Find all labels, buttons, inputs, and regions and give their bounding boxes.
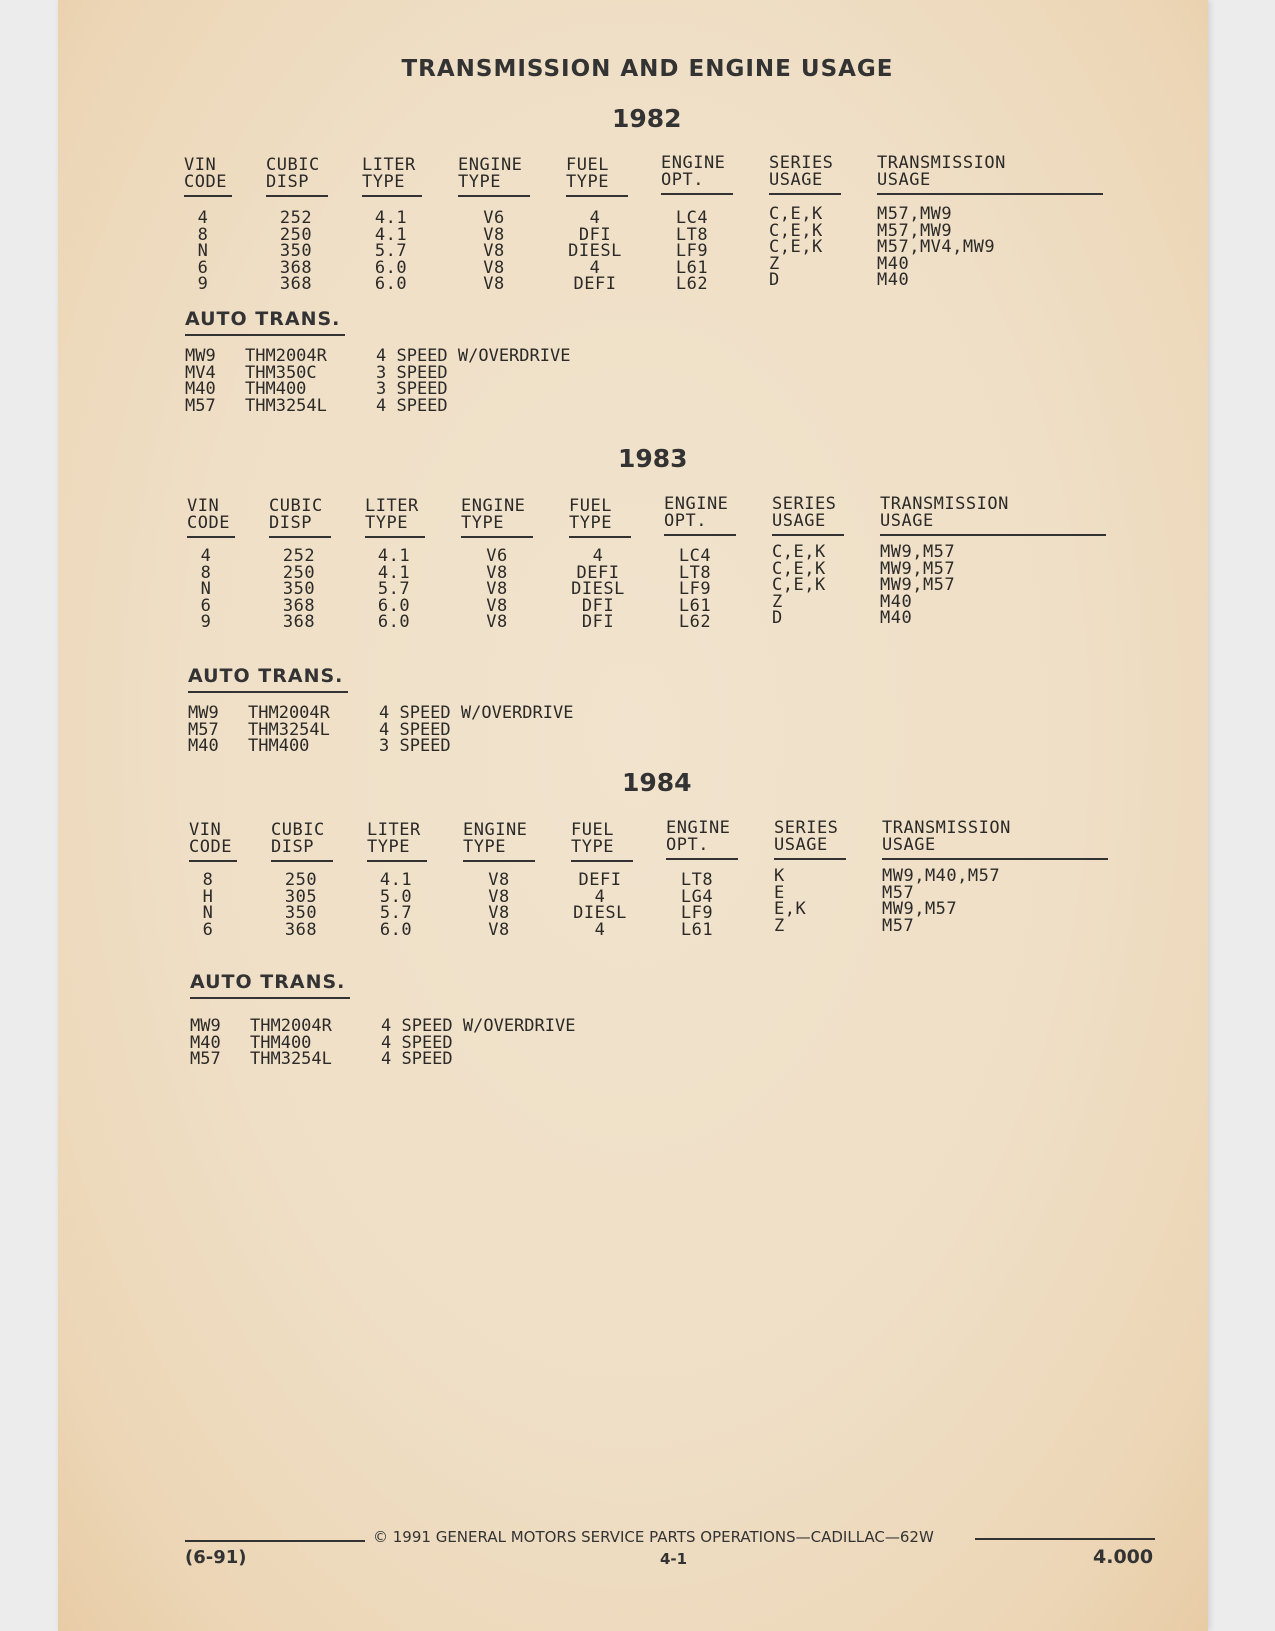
auto-trans-cell: THM2004R — [245, 346, 327, 366]
table-cell: DEFI — [576, 562, 620, 583]
table-cell: V8 — [483, 241, 505, 261]
table-cell: 4.1 — [377, 562, 411, 583]
column-header-liter — [367, 822, 421, 856]
table-cell: L61 — [680, 919, 714, 940]
table-cell: 6.0 — [377, 612, 411, 632]
table-cell: 8 — [202, 870, 214, 890]
table-cell: H — [202, 886, 214, 907]
table-cell: V8 — [483, 257, 505, 278]
auto-trans-cell: THM3254L — [245, 395, 327, 416]
table-cell: 4 — [594, 886, 606, 907]
header-line: OPT. — [666, 835, 709, 855]
table-cell: 252 — [282, 546, 316, 566]
table-cell: 5.7 — [379, 903, 413, 923]
auto-trans-cell: THM400 — [248, 736, 310, 756]
table-cell: 252 — [279, 208, 313, 228]
table-cell: LF9 — [675, 241, 709, 261]
table-cell: 368 — [279, 257, 313, 278]
table-cell: MW9,M57 — [880, 575, 956, 595]
table-cell: LG4 — [680, 886, 714, 907]
auto-trans-cell: MW9 — [190, 1016, 221, 1036]
table-cell: E,K — [774, 899, 807, 919]
table-cell: 6 — [197, 257, 209, 278]
header-underline — [362, 195, 422, 197]
table-cell: DFI — [581, 612, 615, 632]
year-heading: 1983 — [618, 444, 688, 473]
table-cell: DIESL — [573, 903, 627, 923]
table-cell: M40 — [877, 270, 910, 290]
table-cell: LT8 — [680, 870, 714, 890]
table-cell: LT8 — [678, 562, 712, 583]
table-cell: MW9,M57 — [880, 542, 956, 562]
header-line: ENGINE — [458, 155, 523, 175]
auto-trans-cell: MW9 — [188, 703, 219, 723]
header-line: ENGINE — [666, 818, 731, 838]
page-title: TRANSMISSION AND ENGINE USAGE — [401, 56, 894, 82]
auto-trans-cell: MW9 — [185, 346, 216, 366]
auto-trans-cell: M40 — [190, 1032, 221, 1053]
auto-trans-heading: AUTO TRANS. — [185, 308, 340, 330]
auto-trans-cell: M40 — [185, 379, 216, 399]
header-underline — [266, 195, 328, 197]
header-underline — [571, 860, 633, 862]
auto-trans-cell: 4 SPEED W/OVERDRIVE — [376, 346, 571, 366]
table-cell: 4 — [592, 546, 604, 566]
table-cell: LF9 — [680, 903, 714, 923]
table-cell: Z — [772, 591, 783, 612]
table-cell: V8 — [486, 595, 508, 616]
header-line: TYPE — [458, 172, 501, 192]
table-cell: 6.0 — [379, 919, 413, 940]
table-cell: MW9,M57 — [882, 899, 958, 919]
table-cell: C,E,K — [769, 220, 823, 241]
header-underline — [189, 860, 237, 862]
table-cell: LC4 — [678, 546, 712, 566]
footer-date-code: (6-91) — [185, 1547, 247, 1568]
footer-copyright: © 1991 GENERAL MOTORS SERVICE PARTS OPERATIONS—CADILLAC—62W — [373, 1528, 934, 1546]
header-underline — [661, 193, 733, 195]
header-line: CODE — [187, 513, 230, 533]
column-header-engine-type — [458, 157, 522, 191]
header-line: SERIES — [772, 494, 837, 514]
table-cell: C,E,K — [772, 542, 826, 562]
column-header-engine-type — [461, 498, 525, 532]
header-underline — [769, 193, 841, 195]
header-line: TYPE — [571, 837, 614, 857]
header-underline — [187, 536, 235, 538]
table-cell: M40 — [877, 253, 910, 274]
table-cell: C,E,K — [769, 204, 823, 224]
table-cell: M57 — [882, 915, 915, 936]
column-header-trans — [882, 820, 1011, 854]
table-cell: 6.0 — [374, 257, 408, 278]
table-cell: V8 — [483, 274, 505, 294]
auto-trans-cell: 4 SPEED — [379, 719, 451, 740]
table-cell: K — [774, 866, 785, 886]
table-cell: N — [197, 241, 209, 261]
column-header-vin — [184, 157, 227, 191]
table-cell: DEFI — [573, 274, 617, 294]
header-line: CUBIC — [269, 496, 323, 516]
column-header-engine-type — [463, 822, 527, 856]
header-line: CUBIC — [271, 820, 325, 840]
auto-trans-cell: 4 SPEED — [381, 1049, 453, 1069]
table-cell: Z — [769, 253, 780, 274]
table-cell: 4 — [200, 546, 212, 566]
footer-section-number: 4.000 — [1093, 1546, 1154, 1568]
column-header-trans — [880, 496, 1009, 530]
header-underline — [772, 534, 844, 536]
column-header-fuel — [571, 822, 614, 856]
header-line: OPT. — [664, 511, 707, 531]
auto-trans-cell: M57 — [190, 1049, 221, 1069]
table-cell: N — [200, 579, 212, 599]
table-cell: 305 — [284, 886, 318, 907]
column-header-liter — [365, 498, 419, 532]
auto-trans-cell: THM2004R — [248, 703, 330, 723]
footer-rule-right — [975, 1538, 1155, 1540]
auto-trans-underline — [185, 334, 345, 336]
header-underline — [365, 536, 425, 538]
auto-trans-cell: M57 — [188, 719, 219, 740]
column-header-vin — [189, 822, 232, 856]
table-cell: LC4 — [675, 208, 709, 228]
header-underline — [774, 858, 846, 860]
header-line: TRANSMISSION — [882, 818, 1011, 838]
table-cell: 6.0 — [377, 595, 411, 616]
table-cell: 4.1 — [377, 546, 411, 566]
table-cell: D — [769, 270, 780, 290]
table-cell: 350 — [282, 579, 316, 599]
header-line: LITER — [367, 820, 421, 840]
header-underline — [566, 195, 628, 197]
header-underline — [664, 534, 736, 536]
table-cell: 5.7 — [374, 241, 408, 261]
auto-trans-cell: 4 SPEED — [381, 1032, 453, 1053]
table-cell: 4 — [589, 208, 601, 228]
column-header-cubic — [266, 157, 320, 191]
year-heading: 1984 — [622, 768, 692, 797]
table-cell: M57 — [882, 882, 915, 903]
table-cell: C,E,K — [772, 558, 826, 579]
header-underline — [569, 536, 631, 538]
table-cell: 9 — [197, 274, 209, 294]
header-underline — [458, 195, 530, 197]
auto-trans-cell: THM400 — [250, 1032, 312, 1053]
table-cell: 4 — [589, 257, 601, 278]
year-heading: 1982 — [612, 104, 682, 133]
header-underline — [184, 195, 232, 197]
table-cell: LF9 — [678, 579, 712, 599]
auto-trans-cell: M40 — [188, 736, 219, 756]
table-cell: 368 — [282, 595, 316, 616]
table-cell: DIESL — [571, 579, 625, 599]
table-cell: C,E,K — [772, 575, 826, 595]
auto-trans-cell: 3 SPEED — [376, 379, 448, 399]
table-cell: 8 — [197, 224, 209, 245]
header-line: VIN — [189, 820, 222, 840]
header-underline — [882, 858, 1108, 860]
table-cell: 250 — [284, 870, 318, 890]
table-cell: V8 — [488, 886, 510, 907]
header-line: USAGE — [769, 170, 823, 190]
table-cell: DIESL — [568, 241, 622, 261]
table-cell: V8 — [488, 870, 510, 890]
table-cell: V6 — [483, 208, 505, 228]
footer-page-number: 4-1 — [660, 1550, 688, 1568]
table-cell: 250 — [279, 224, 313, 245]
column-header-series — [769, 155, 833, 189]
column-header-liter — [362, 157, 416, 191]
header-line: TYPE — [566, 172, 609, 192]
header-line: SERIES — [769, 153, 834, 173]
header-line: FUEL — [569, 496, 612, 516]
table-cell: M57,MV4,MW9 — [877, 237, 996, 257]
table-cell: MW9,M57 — [880, 558, 956, 579]
table-cell: V8 — [483, 224, 505, 245]
table-cell: 368 — [279, 274, 313, 294]
header-line: TYPE — [362, 172, 405, 192]
table-cell: 368 — [282, 612, 316, 632]
table-cell: D — [772, 608, 783, 628]
header-underline — [367, 860, 427, 862]
auto-trans-heading: AUTO TRANS. — [188, 665, 343, 687]
header-line: OPT. — [661, 170, 704, 190]
auto-trans-cell: MV4 — [185, 362, 216, 383]
auto-trans-cell: THM350C — [245, 362, 317, 383]
header-underline — [461, 536, 533, 538]
header-line: VIN — [184, 155, 217, 175]
column-header-fuel — [566, 157, 609, 191]
header-underline — [271, 860, 333, 862]
table-cell: 6 — [200, 595, 212, 616]
header-line: ENGINE — [463, 820, 528, 840]
table-cell: E — [774, 882, 785, 903]
table-cell: 368 — [284, 919, 318, 940]
header-line: CODE — [184, 172, 227, 192]
table-cell: V8 — [488, 919, 510, 940]
table-cell: V8 — [486, 612, 508, 632]
table-cell: 350 — [279, 241, 313, 261]
table-cell: L61 — [675, 257, 709, 278]
header-line: LITER — [362, 155, 416, 175]
table-cell: 9 — [200, 612, 212, 632]
auto-trans-cell: 3 SPEED — [379, 736, 451, 756]
column-header-engine-opt — [661, 155, 725, 189]
column-header-trans — [877, 155, 1006, 189]
table-cell: 350 — [284, 903, 318, 923]
column-header-cubic — [269, 498, 323, 532]
table-cell: 4.1 — [374, 208, 408, 228]
header-line: LITER — [365, 496, 419, 516]
table-cell: 250 — [282, 562, 316, 583]
header-line: TYPE — [365, 513, 408, 533]
column-header-series — [774, 820, 838, 854]
auto-trans-cell: 4 SPEED W/OVERDRIVE — [381, 1016, 576, 1036]
table-cell: 8 — [200, 562, 212, 583]
table-cell: Z — [774, 915, 785, 936]
table-cell: MW9,M40,M57 — [882, 866, 1001, 886]
header-line: TYPE — [463, 837, 506, 857]
table-cell: 5.7 — [377, 579, 411, 599]
auto-trans-cell: 4 SPEED — [376, 395, 448, 416]
table-cell: 4.1 — [379, 870, 413, 890]
column-header-fuel — [569, 498, 612, 532]
table-cell: DEFI — [578, 870, 622, 890]
header-line: USAGE — [774, 835, 828, 855]
header-underline — [880, 534, 1106, 536]
header-line: CUBIC — [266, 155, 320, 175]
table-cell: V8 — [486, 579, 508, 599]
table-cell: 6.0 — [374, 274, 408, 294]
auto-trans-underline — [190, 997, 350, 999]
header-line: USAGE — [880, 511, 934, 531]
table-cell: L61 — [678, 595, 712, 616]
header-underline — [269, 536, 331, 538]
auto-trans-underline — [188, 691, 348, 693]
auto-trans-cell: THM3254L — [250, 1049, 332, 1069]
header-line: FUEL — [571, 820, 614, 840]
table-cell: V8 — [488, 903, 510, 923]
table-cell: M40 — [880, 591, 913, 612]
table-cell: M40 — [880, 608, 913, 628]
header-line: TYPE — [461, 513, 504, 533]
header-line: USAGE — [882, 835, 936, 855]
auto-trans-cell: THM3254L — [248, 719, 330, 740]
header-line: TRANSMISSION — [877, 153, 1006, 173]
header-line: FUEL — [566, 155, 609, 175]
header-line: CODE — [189, 837, 232, 857]
table-cell: L62 — [675, 274, 709, 294]
auto-trans-cell: THM400 — [245, 379, 307, 399]
table-cell: DFI — [578, 224, 612, 245]
header-underline — [877, 193, 1103, 195]
header-line: VIN — [187, 496, 220, 516]
table-cell: 4.1 — [374, 224, 408, 245]
table-cell: 6 — [202, 919, 214, 940]
column-header-engine-opt — [666, 820, 730, 854]
table-cell: L62 — [678, 612, 712, 632]
table-cell: M57,MW9 — [877, 220, 953, 241]
header-underline — [666, 858, 738, 860]
table-cell: DFI — [581, 595, 615, 616]
table-cell: 4 — [594, 919, 606, 940]
table-cell: V8 — [486, 562, 508, 583]
header-line: TYPE — [569, 513, 612, 533]
auto-trans-cell: 4 SPEED W/OVERDRIVE — [379, 703, 574, 723]
header-line: USAGE — [772, 511, 826, 531]
header-line: TRANSMISSION — [880, 494, 1009, 514]
footer-rule-left — [185, 1540, 365, 1542]
column-header-series — [772, 496, 836, 530]
column-header-engine-opt — [664, 496, 728, 530]
auto-trans-cell: 3 SPEED — [376, 362, 448, 383]
header-underline — [463, 860, 535, 862]
header-line: DISP — [269, 513, 312, 533]
table-cell: V6 — [486, 546, 508, 566]
header-line: ENGINE — [661, 153, 726, 173]
auto-trans-cell: M57 — [185, 395, 216, 416]
header-line: USAGE — [877, 170, 931, 190]
column-header-cubic — [271, 822, 325, 856]
table-cell: 5.0 — [379, 886, 413, 907]
header-line: TYPE — [367, 837, 410, 857]
table-cell: M57,MW9 — [877, 204, 953, 224]
table-cell: 4 — [197, 208, 209, 228]
header-line: ENGINE — [461, 496, 526, 516]
table-cell: N — [202, 903, 214, 923]
column-header-vin — [187, 498, 230, 532]
auto-trans-heading: AUTO TRANS. — [190, 971, 345, 993]
header-line: SERIES — [774, 818, 839, 838]
auto-trans-cell: THM2004R — [250, 1016, 332, 1036]
table-cell: LT8 — [675, 224, 709, 245]
header-line: DISP — [271, 837, 314, 857]
table-cell: C,E,K — [769, 237, 823, 257]
header-line: ENGINE — [664, 494, 729, 514]
header-line: DISP — [266, 172, 309, 192]
